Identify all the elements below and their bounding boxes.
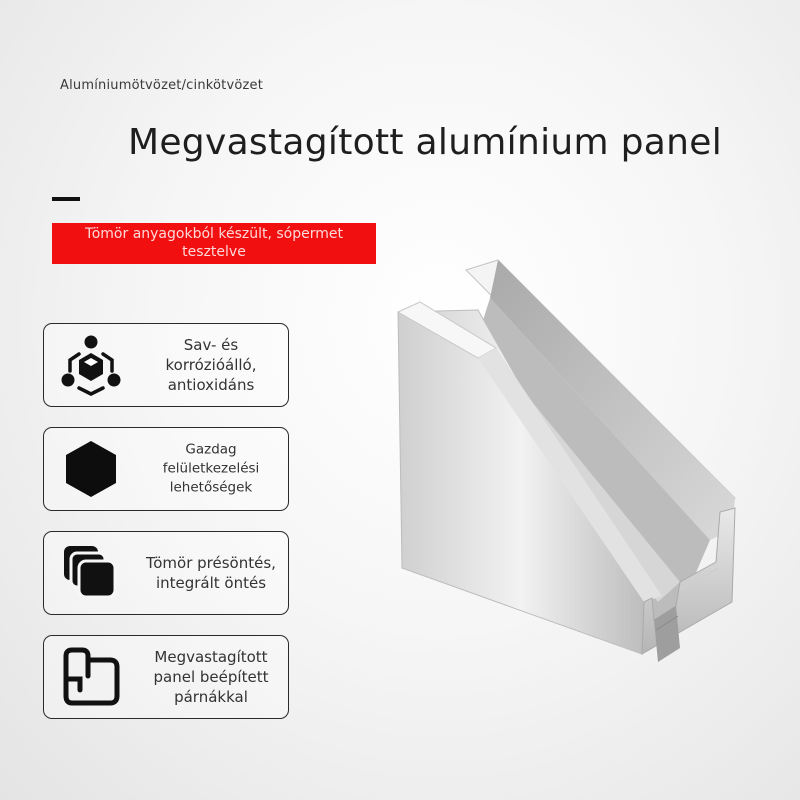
banner-text: Tömör anyagokból készült, sópermet tesztelve — [85, 226, 343, 260]
feature-label: Tömör présöntés, integrált öntés — [146, 554, 276, 592]
stacked-squares-icon — [60, 542, 122, 604]
feature-card-corrosion — [43, 323, 289, 407]
feature-card-casting — [43, 531, 289, 615]
panel-pad-icon — [60, 646, 122, 708]
feature-label: Megvastagított panel beépített párnákkal — [153, 648, 269, 706]
title-accent-dash — [52, 197, 80, 201]
feature-label: Gazdag felületkezelési lehetőségek — [162, 441, 260, 496]
aluminium-channel-image — [380, 250, 760, 670]
page-title: Megvastagított alumínium panel — [128, 122, 722, 163]
feature-card-panel — [43, 635, 289, 719]
hexagon-icon — [60, 438, 122, 500]
feature-card-surface — [43, 427, 289, 511]
salt-spray-banner — [52, 223, 376, 264]
material-subtitle: Alumíniumötvözet/cinkötvözet — [60, 78, 264, 93]
molecule-icon — [60, 334, 122, 396]
feature-label: Sav- és korrózióálló, antioxidáns — [165, 336, 257, 394]
